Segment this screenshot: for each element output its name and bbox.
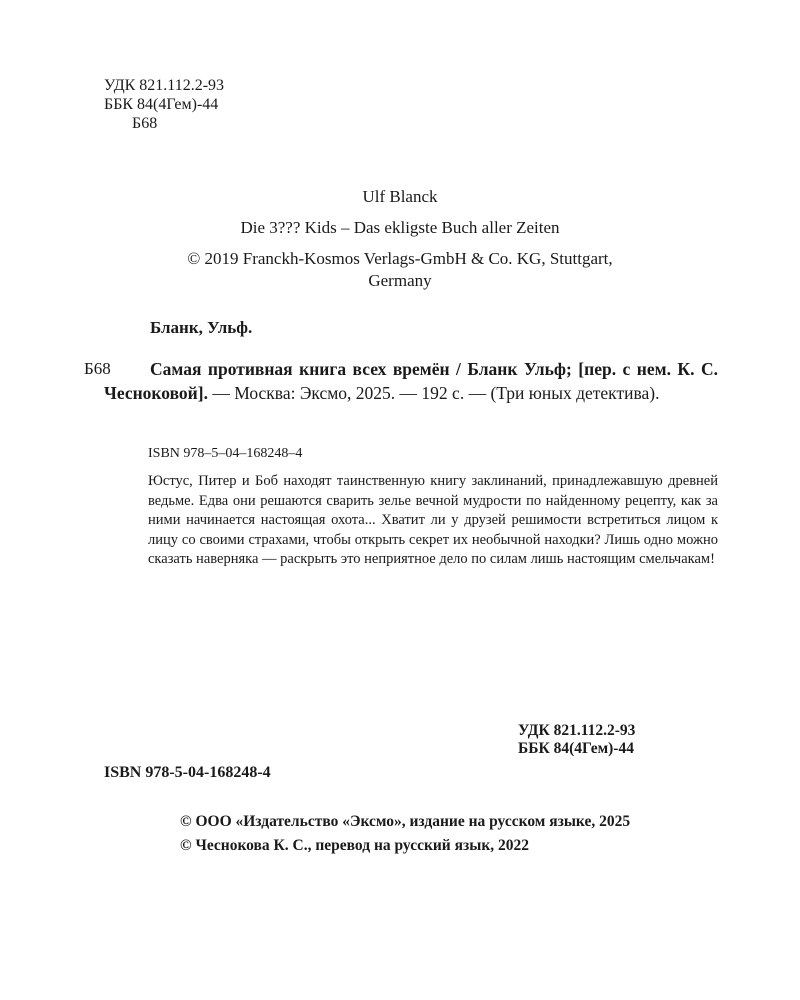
original-copyright-line1: © 2019 Franckh-Kosmos Verlags-GmbH & Co. KG, Stuttgart, — [187, 249, 613, 268]
bib-title: Самая противная книга всех времён / Бланк Ульф; [пер. с нем. К. С. Чесноковой]. — [104, 359, 718, 403]
isbn-main: ISBN 978-5-04-168248-4 — [104, 764, 271, 781]
author-heading: Бланк, Ульф. — [150, 318, 253, 337]
translator-copyright: © Чеснокова К. С., перевод на русский язык, 2022 — [180, 837, 530, 854]
bib-author-mark: Б68 — [84, 359, 111, 378]
udk-code-bottom: УДК 821.112.2-93 — [518, 722, 636, 739]
original-edition-info — [110, 186, 690, 292]
bib-isbn: ISBN 978–5–04–168248–4 — [148, 446, 303, 461]
copyright-block — [180, 810, 630, 858]
bibliographic-entry — [104, 357, 718, 405]
abstract-paragraph: Юстус, Питер и Боб находят таинственную книгу заклинаний, принадлежавшую древней ведьме. Едва они решаются сварить зелье вечной мудрости по найденному рецепту, как за ними начинается настоящая охота... Хватит ли у друзей решимости встретиться лицом к лицу со своими страхами, чтобы открыть секрет их необычной находки? Лишь одно можно сказать наверняка — раскрыть это неприятное дело по силам лишь настоящим смельчакам! — [148, 473, 718, 567]
author-mark: Б68 — [132, 115, 158, 132]
classification-block-bottom — [518, 722, 635, 758]
udk-code: УДК 821.112.2-93 — [104, 77, 225, 94]
original-copyright-line2: Germany — [368, 271, 432, 290]
bib-imprint: — Москва: Эксмо, 2025. — 192 с. — (Три юных детектива). — [207, 383, 660, 403]
original-title: Die 3??? Kids – Das ekligste Buch aller Zeiten — [240, 218, 560, 237]
original-author: Ulf Blanck — [362, 187, 438, 206]
bbk-code: ББК 84(4Гем)-44 — [104, 96, 219, 113]
publisher-copyright: © ООО «Издательство «Эксмо», издание на русском языке, 2025 — [180, 813, 631, 830]
classification-block-top — [104, 76, 224, 133]
bbk-code-bottom: ББК 84(4Гем)-44 — [518, 740, 634, 757]
